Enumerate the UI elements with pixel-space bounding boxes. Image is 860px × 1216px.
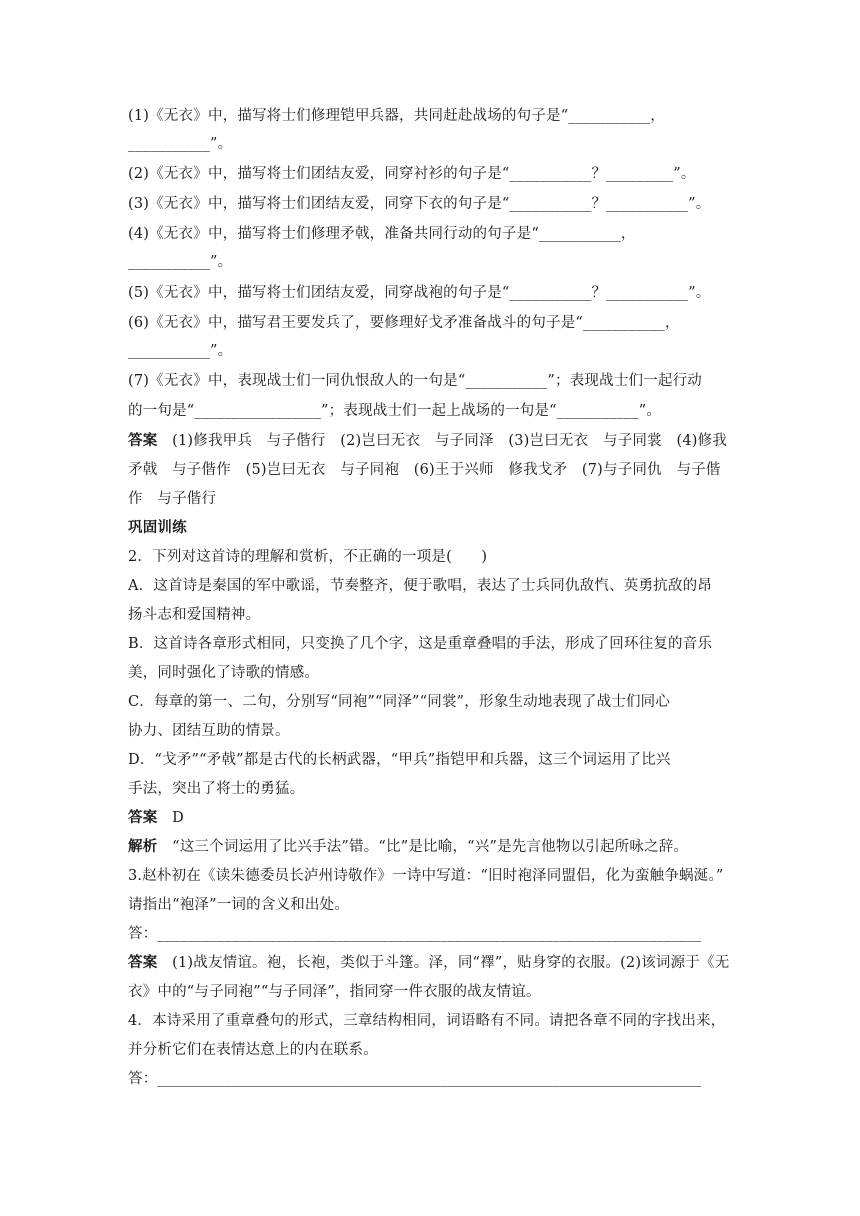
question-3-line-2: 请指出“袍泽”一词的含义和出处。 xyxy=(128,897,350,913)
answer-1-line-1: 答案 (1)修我甲兵 与子偕行 (2)岂曰无衣 与子同泽 (3)岂曰无衣 与子同裳 (4)修我 xyxy=(128,432,728,449)
q2-line: (2)《无衣》中，描写将士们团结友爱，同穿衬衫的句子是“___________？_________”。 xyxy=(128,166,696,182)
question-2-stem: 2．下列对这首诗的理解和赏析，不正确的一项是( ) xyxy=(128,549,488,565)
question-4-line-1: 4．本诗采用了重章叠句的形式，三章结构相同，词语略有不同。请把各章不同的字找出来， xyxy=(128,1013,726,1029)
option-d-line-2: 手法，突出了将士的勇猛。 xyxy=(128,781,305,797)
answer-1-line-2: 矛戟 与子偕作 (5)岂曰无衣 与子同袍 (6)王于兴师 修我戈矛 (7)与子同仇 与子偕 xyxy=(128,462,721,478)
option-b-line-1: B．这首诗各章形式相同，只变换了几个字，这是重章叠唱的手法，形成了回环往复的音乐 xyxy=(128,636,713,652)
option-a-line-1: A．这首诗是秦国的军中歌谣，节奏整齐，便于歌唱，表达了士兵同仇敌忾、英勇抗敌的昂 xyxy=(128,578,712,594)
q4-line-2: ___________”。 xyxy=(128,254,233,270)
question-3-line-1: 3.赵朴初在《读朱德委员长泸州诗敬作》一诗中写道：“旧时袍泽同盟侣，化为蛮触争蜗涎。” xyxy=(128,868,724,884)
option-d-line-1: D．“戈矛”“矛戟”都是古代的长柄武器，“甲兵”指铠甲和兵器，这三个词运用了比兴 xyxy=(128,752,671,768)
option-c-line-1: C．每章的第一、二句，分别写“同袍”“同泽”“同裳”，形象生动地表现了战士们同心 xyxy=(128,694,671,710)
label-answer: 答案 xyxy=(128,432,158,449)
answer-blank-3: 答：_________________________________________________________________________ xyxy=(128,926,702,942)
option-a-line-2: 扬斗志和爱国精神。 xyxy=(128,607,261,623)
q4-line-1: (4)《无衣》中，描写将士们修理矛戟，准备共同行动的句子是“___________， xyxy=(128,226,636,242)
q3-line: (3)《无衣》中，描写将士们团结友爱，同穿下衣的句子是“___________？___________”。 xyxy=(128,196,711,212)
option-b-line-2: 美，同时强化了诗歌的情感。 xyxy=(128,665,320,681)
q5-line: (5)《无衣》中，描写将士们团结友爱，同穿战袍的句子是“___________？___________”。 xyxy=(128,285,711,301)
question-4-line-2: 并分析它们在表情达意上的内在联系。 xyxy=(128,1042,378,1058)
q6-line-1: (6)《无衣》中，描写君王要发兵了，要修理好戈矛准备战斗的句子是“___________， xyxy=(128,315,680,331)
q6-line-2: ___________”。 xyxy=(128,343,233,359)
section-heading: 巩固训练 xyxy=(128,519,187,536)
answer-2: 答案 D xyxy=(128,809,184,826)
label-answer: 答案 xyxy=(128,809,158,826)
label-analysis: 解析 xyxy=(128,838,158,855)
answer-blank-4: 答：_________________________________________________________________________ xyxy=(128,1071,702,1087)
analysis-2: 解析 “这三个词运用了比兴手法”错。“比”是比喻，“兴”是先言他物以引起所咏之辞。 xyxy=(128,838,689,855)
q1-line-1: (1)《无衣》中，描写将士们修理铠甲兵器，共同赶赴战场的句子是“___________， xyxy=(128,108,665,124)
option-c-line-2: 协力、团结互助的情景。 xyxy=(128,723,290,739)
answer-3-line-2: 衣》中的“与子同袍”“与子同泽”，指同穿一件衣服的战友情谊。 xyxy=(128,984,541,1000)
q7-line-2: 的一句是“_________________”；表现战士们一起上战场的一句是“___________”。 xyxy=(128,403,662,419)
answer-1-line-3: 作 与子偕行 xyxy=(128,491,217,507)
answer-3-line-1: 答案 (1)战友情谊。袍，长袍，类似于斗篷。泽，同“襗”，贴身穿的衣服。(2)该词源于《无 xyxy=(128,954,730,971)
q7-line-1: (7)《无衣》中，表现战士们一同仇恨敌人的一句是“___________”；表现战士们一起行动 xyxy=(128,373,703,389)
q1-line-2: ___________”。 xyxy=(128,136,233,152)
label-answer: 答案 xyxy=(128,954,158,971)
